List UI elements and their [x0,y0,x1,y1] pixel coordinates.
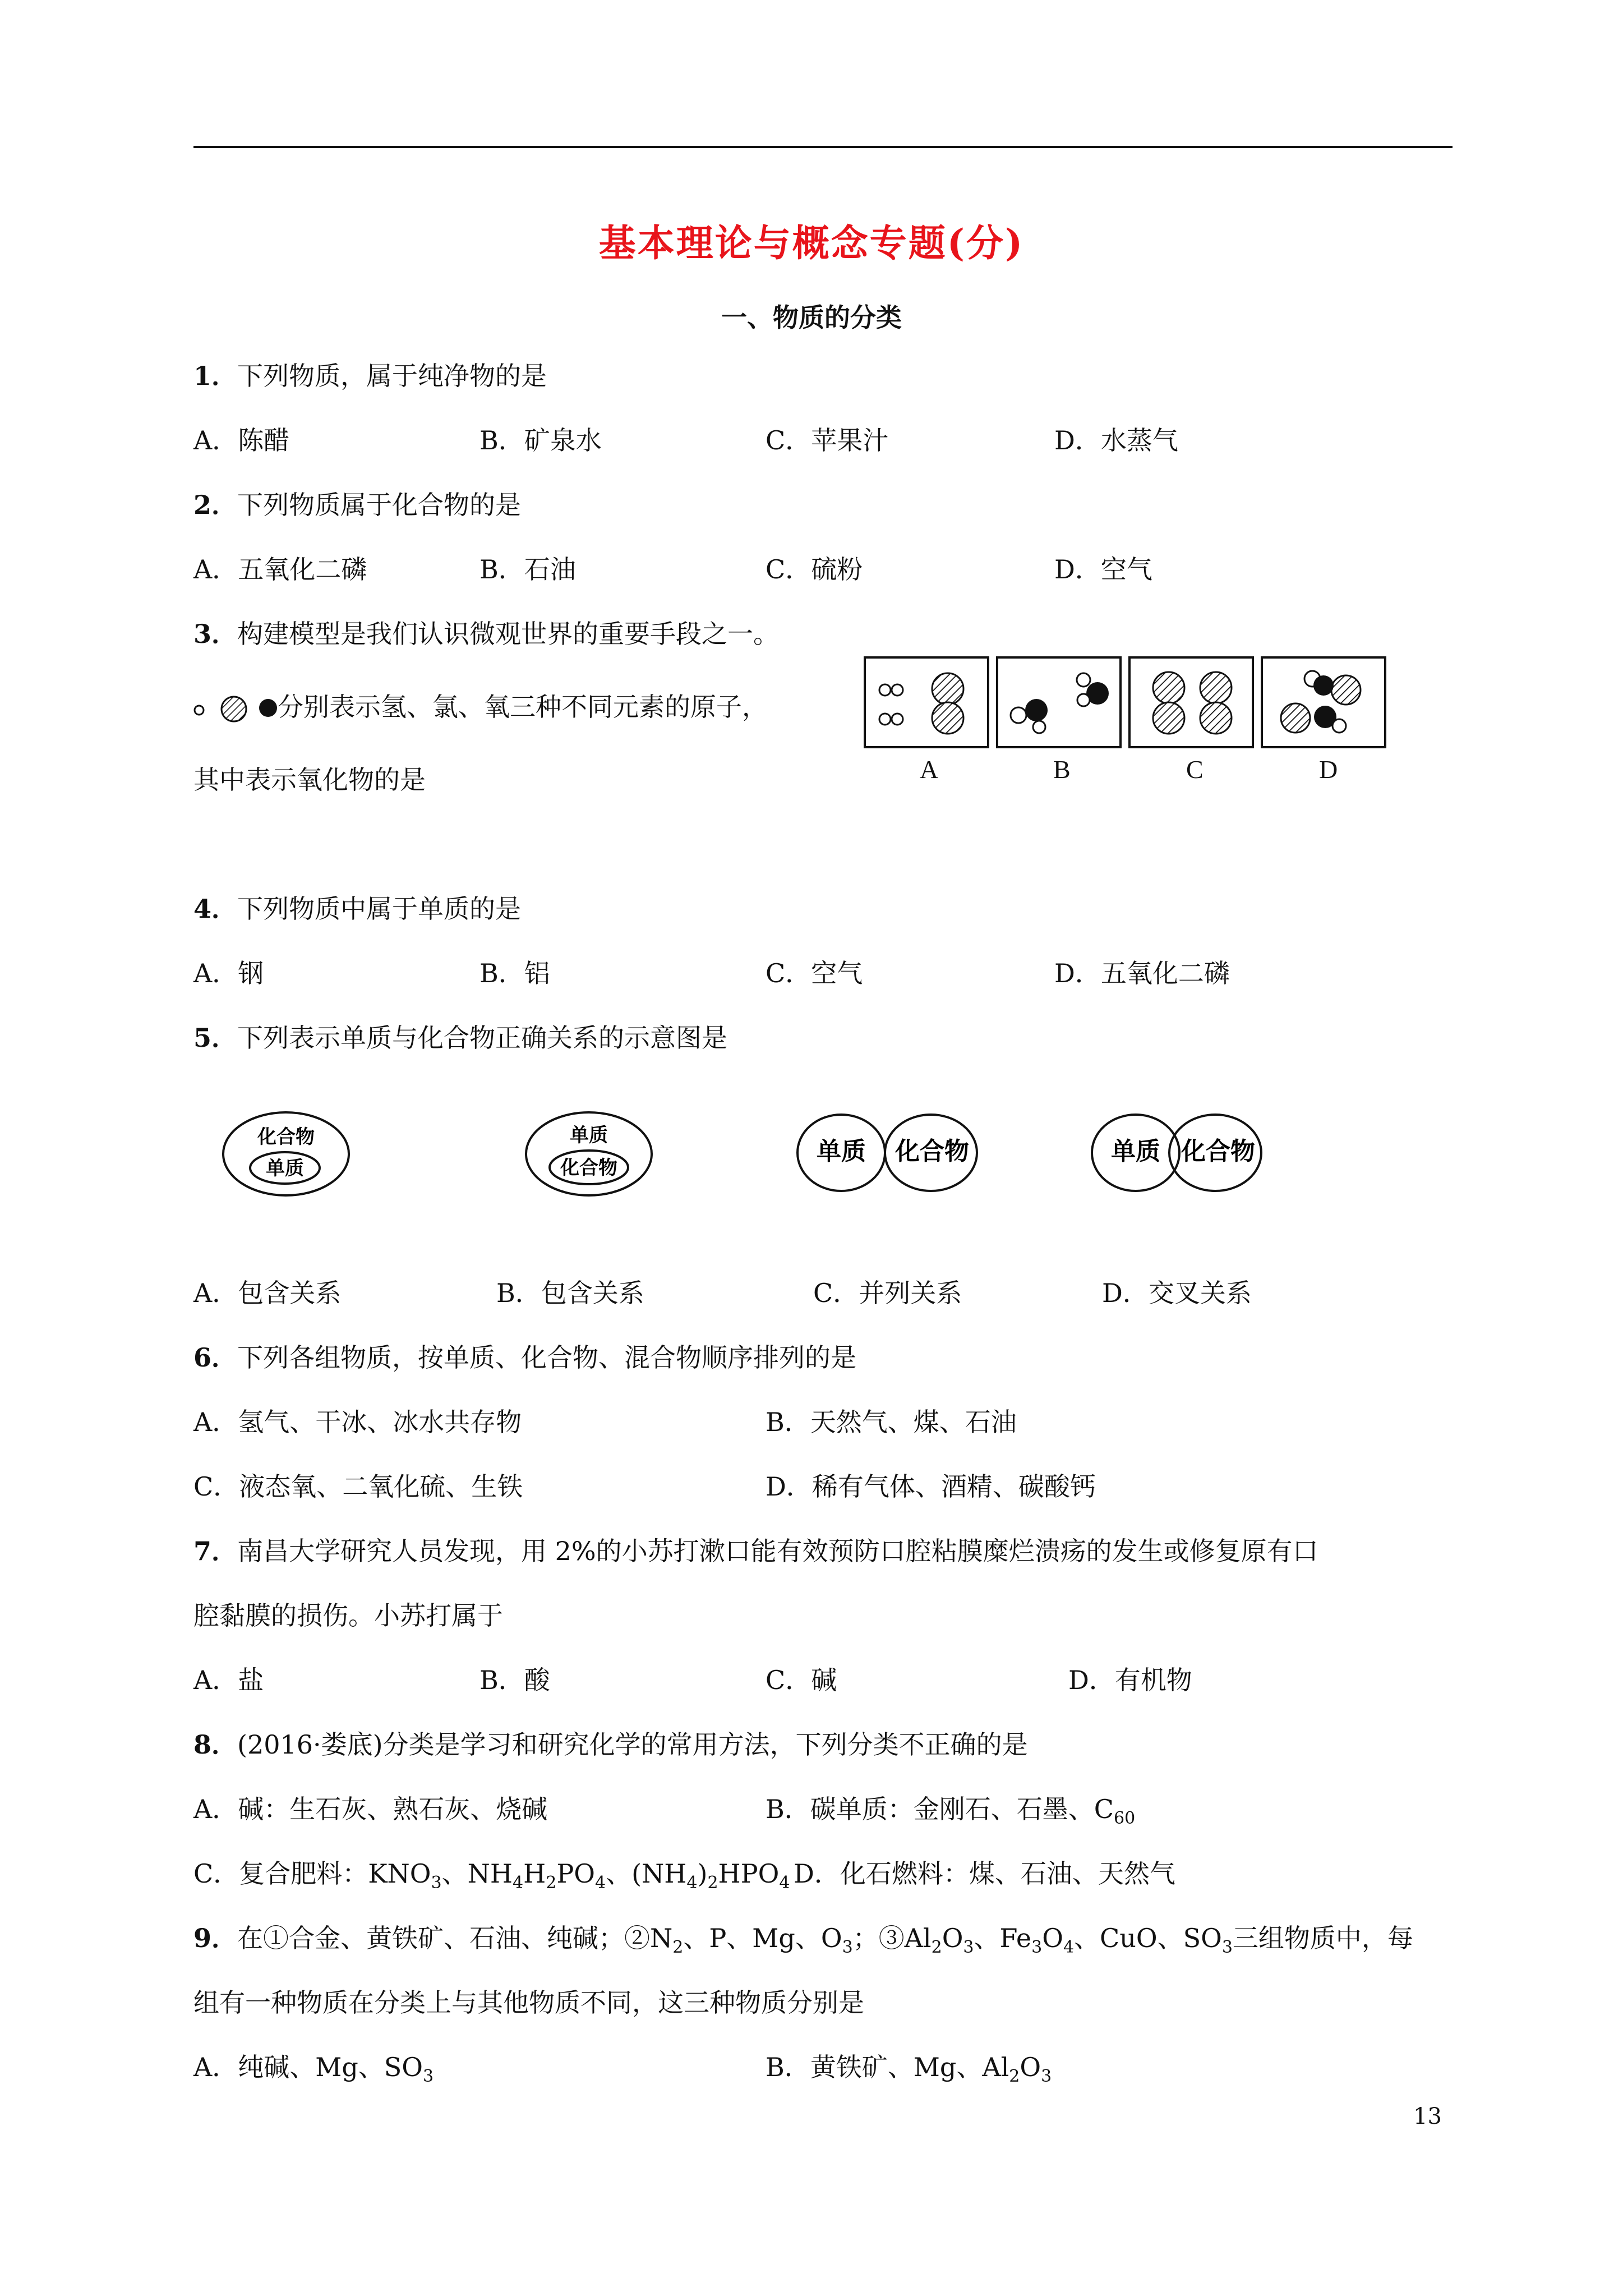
atom-legend [193,690,768,725]
option-b: B．矿泉水 [479,425,602,455]
question-6 [193,1341,856,1374]
page-title: 基本理论与概念专题(分) [598,221,1025,265]
question-number: 3． [193,619,238,649]
header-rule [193,146,1453,148]
question-number: 4． [193,894,238,924]
question-number: 1． [193,361,238,391]
diagram-b-inner-label: 化合物 [560,1157,617,1179]
option-c: C．硫粉 [766,554,863,585]
option-b: B．天然气、煤、石油 [766,1407,1017,1437]
question-number: 5． [193,1023,238,1053]
option-d: D．水蒸气 [1054,425,1178,455]
diagram-d-right-label: 化合物 [1181,1137,1255,1166]
option-b: B．包含关系 [496,1278,644,1308]
option-a: A．五氧化二磷 [193,554,367,585]
relation-diagrams [219,1108,1284,1220]
question-4 [193,892,521,926]
question-stem-line1: 南昌大学研究人员发现，用 2%的小苏打漱口能有效预防口腔粘膜糜烂溃疡的发生或修复原有口 [237,1536,1318,1566]
question-3 [193,617,779,651]
option-a: A．盐 [193,1665,264,1695]
option-c: C．复合肥料：$KNO_3$、$NH_4H_2PO_4$、$(NH_4)_2HPO_4$ [193,1858,790,1893]
question-9-line2: 组有一种物质在分类上与其他物质不同，这三种物质分别是 [193,1987,864,2018]
question-number: 8． [193,1729,238,1760]
diagram-d-left-label: 单质 [1111,1137,1160,1166]
question-3-tail: 其中表示氧化物的是 [193,765,426,795]
option-b: B．碳单质：金刚石、石墨、$C_{60}$ [766,1794,1136,1828]
option-c: C．液态氧、二氧化硫、生铁 [193,1471,523,1502]
figure-label-d: D [1319,755,1338,784]
option-b: B．石油 [479,554,576,585]
option-a: A．钢 [193,958,264,988]
figure-label-c: C [1186,755,1204,784]
question-stem: 下列表示单质与化合物正确关系的示意图是 [237,1023,728,1053]
option-a: A．纯碱、Mg、$SO_3$ [193,2052,434,2086]
option-d: D．交叉关系 [1102,1278,1252,1308]
chlorine-atom-icon [222,697,246,721]
question-2 [193,488,521,522]
question-number: 6． [193,1342,238,1373]
question-number: 9． [193,1923,238,1953]
question-5 [193,1021,727,1055]
question-stem: 下列物质中属于单质的是 [237,894,522,924]
option-b: B．黄铁矿、Mg、$Al_2O_3$ [766,2052,1052,2086]
diagram-c-right-label: 化合物 [895,1137,969,1166]
option-d: D．空气 [1054,554,1152,585]
option-d: D．有机物 [1068,1665,1192,1695]
option-b: B．铝 [479,958,550,988]
question-stem: 下列物质，属于纯净物的是 [237,361,547,391]
diagram-c-left-label: 单质 [817,1137,866,1166]
question-stem: 构建模型是我们认识微观世界的重要手段之一。 [237,619,780,649]
legend-text: 分别表示氢、氯、氧三种不同元素的原子， [278,692,768,722]
option-c: C．并列关系 [813,1278,962,1308]
question-7 [193,1534,1318,1568]
question-8 [193,1728,1028,1761]
question-stem: 下列各组物质，按单质、化合物、混合物顺序排列的是 [237,1342,857,1373]
question-1 [193,359,547,393]
section-heading: 一、物质的分类 [721,302,902,333]
option-a: A．氢气、干冰、冰水共存物 [193,1407,522,1437]
atom-legend-icons [193,693,278,725]
option-a: A．碱：生石灰、熟石灰、烧碱 [193,1794,548,1824]
option-a: A．包含关系 [193,1278,342,1308]
option-d: D．五氧化二磷 [1054,958,1230,988]
option-c: C．空气 [766,958,863,988]
option-d: D．稀有气体、酒精、碳酸钙 [766,1471,1096,1502]
diagram-a-outer-label: 化合物 [257,1126,315,1148]
model-box-d [1262,657,1385,747]
question-7-line2: 腔黏膜的损伤。小苏打属于 [193,1600,503,1631]
diagram-b-outer-label: 单质 [570,1124,608,1147]
figure-label-b: B [1053,755,1071,784]
model-box-c [1129,657,1253,747]
option-c: C．碱 [766,1665,837,1695]
question-number: 2． [193,490,238,520]
option-c: C．苹果汁 [766,425,889,455]
figure-label-a: A [920,755,939,784]
diagram-a-inner-label: 单质 [266,1157,304,1180]
page-number: 13 [1413,2104,1442,2129]
oxygen-atom-icon [259,699,277,717]
option-a: A．陈醋 [193,425,290,455]
question-number: 7． [193,1536,238,1566]
question-stem: 下列物质属于化合物的是 [237,490,522,520]
option-b: B．酸 [479,1665,550,1695]
molecule-model-figure [864,656,1413,752]
hydrogen-atom-icon [195,706,204,715]
model-box-a [865,657,988,747]
question-stem: (2016·娄底)分类是学习和研究化学的常用方法，下列分类不正确的是 [237,1729,1028,1760]
option-d: D．化石燃料：煤、石油、天然气 [794,1858,1175,1889]
question-9: 9．在①合金、黄铁矿、石油、纯碱；$②N_2$、P、Mg、$O_3$；$③Al_2O_3$、$Fe_3O_4$、CuO、$SO_3$三组物质中，每 [193,1923,1413,1957]
